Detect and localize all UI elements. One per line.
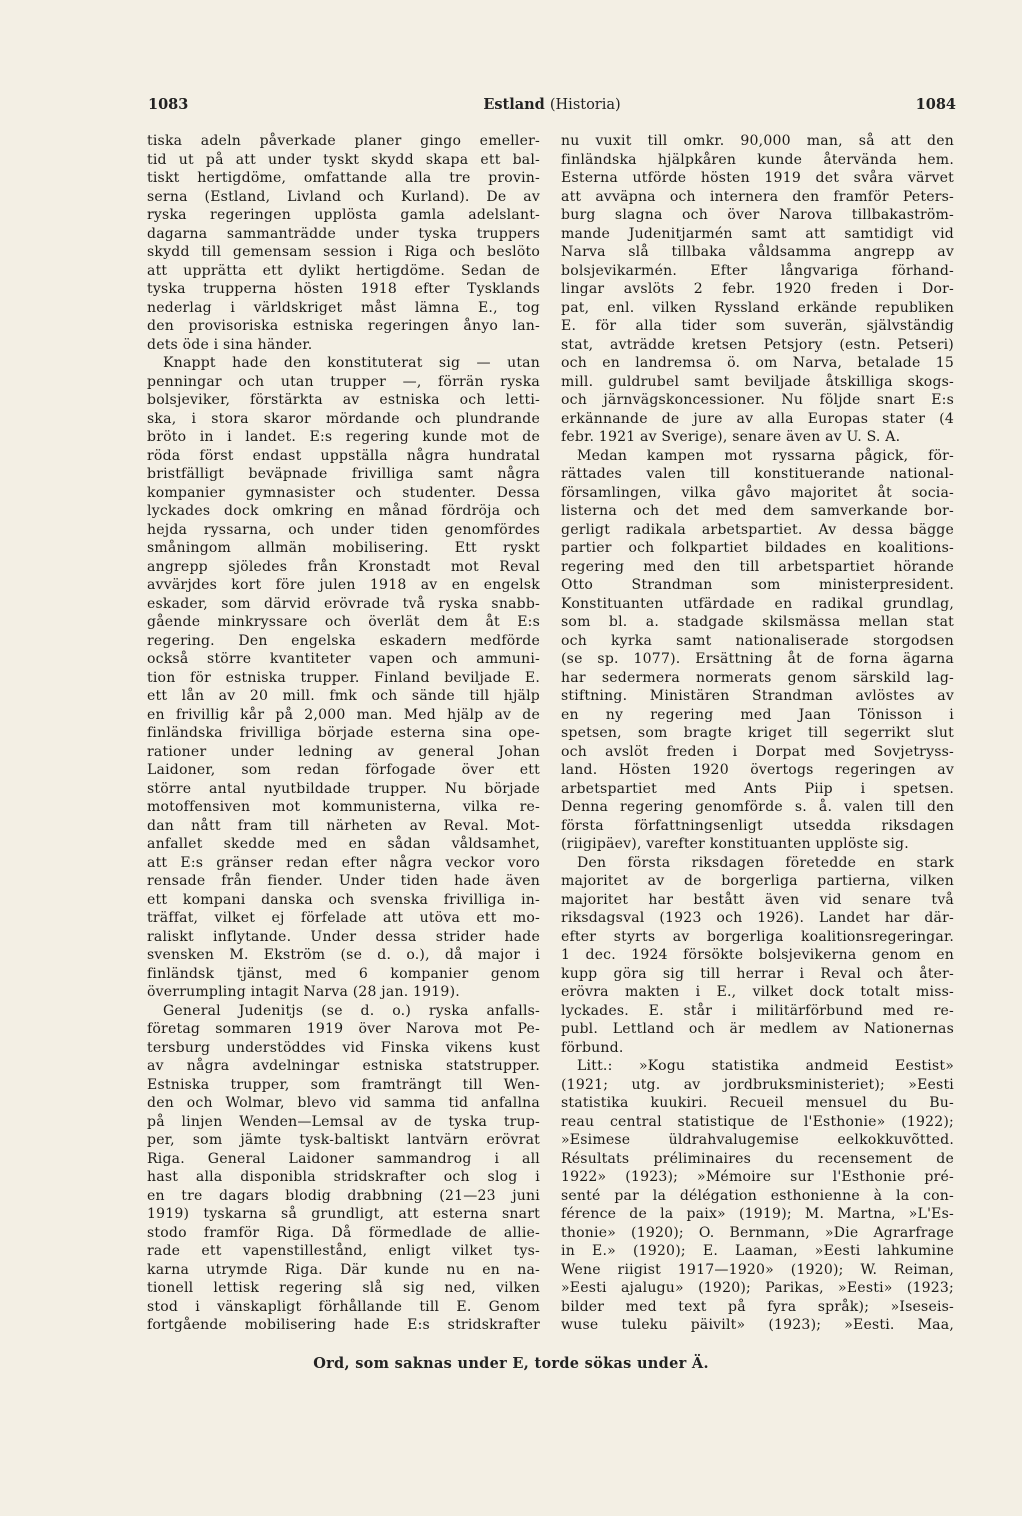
text-line: Medan kampen mot ryssarna pågick, för-	[577, 447, 954, 464]
text-line: svensken M. Ekström (se d. o.), då major i	[147, 947, 540, 963]
text-line: partier och folkpartiet bildades en koalitions-	[561, 540, 954, 556]
text-line: finländska hjälpkåren kunde återvända hem.	[561, 151, 954, 168]
text-line: regering. Den engelska eskadern medförde	[147, 632, 540, 649]
text-line: en ny regering med Jaan Tönisson i	[561, 706, 954, 723]
text-line: den provisoriska estniska regeringen ånyo lan-	[147, 318, 540, 334]
text-line: på linjen Wenden—Lemsal av de tyska trup-	[147, 1113, 540, 1130]
text-line: röda först endast uppställa några hundratal	[147, 447, 540, 464]
text-line: land. Hösten 1920 övertogs regeringen av	[561, 762, 954, 778]
text-line: lyckades dock omkring en månad fördröja och	[147, 503, 540, 519]
text-line: tion för estniska trupper. Finland beviljade E.	[147, 669, 540, 686]
text-line: ett kompani danska och svenska frivilliga in-	[147, 891, 540, 908]
text-line: den och Wolmar, blevo vid samma tid anfallna	[147, 1095, 540, 1111]
text-line: och järnvägskoncessioner. Nu följde snart E:s	[561, 392, 954, 408]
text-line: hast alla disponibla stridskrafter och slog i	[147, 1169, 540, 1185]
text-line: »Esimese üldrahvalugemise eelkokkuvõtted.	[561, 1132, 954, 1148]
text-line: och en landremsa ö. om Narva, betalade 15	[561, 355, 954, 371]
text-line: listerna och det med dem samverkande bor-	[561, 503, 954, 519]
text-line: majoritet har bestått även vid senare två	[561, 891, 954, 908]
text-line: rensade från fiender. Under tiden hade även	[147, 873, 540, 889]
text-line: anfallet skedde med en sådan våldsamhet,	[147, 836, 540, 852]
text-line: stod i vänskapligt förhållande till E. Genom	[147, 1298, 540, 1315]
text-line: överrumpling intagit Narva (28 jan. 1919).	[147, 984, 460, 1000]
text-line: en frivillig kår på 2,000 man. Med hjälp av de	[147, 706, 540, 723]
text-line: som bl. a. stadgade skilsmässa mellan stat	[561, 614, 954, 630]
page-number-left: 1083	[148, 96, 189, 113]
text-line: förbund.	[561, 1039, 624, 1056]
text-line: gående minkryssare och överlät dem åt E:s	[147, 614, 540, 630]
text-line: nederlag i världskriget måst lämna E., tog	[147, 299, 540, 316]
text-column-left	[147, 132, 540, 1335]
text-line: har sedermera normerats genom särskild lag-	[561, 669, 954, 686]
text-line: avvärjdes kort före julen 1918 av en engelsk	[147, 577, 540, 593]
text-line: rättades valen till konstituerande national-	[561, 466, 954, 482]
text-line: tiska adeln påverkade planer gingo emeller-	[147, 133, 540, 149]
text-line: gerligt radikala arbetspartiet. Av dessa bägge	[561, 521, 954, 538]
text-line: Den första riksdagen företedde en stark	[577, 854, 954, 871]
text-line: burg slagna och över Narova tillbakaström-	[561, 207, 954, 223]
text-line: också större kvantiteter vapen och ammuni-	[147, 651, 540, 667]
text-line: småningom allmän mobilisering. Ett ryskt	[147, 540, 540, 556]
text-line: tionell lettisk regering slå sig ned, vilken	[147, 1280, 540, 1296]
text-line: lingar avslöts 2 febr. 1920 freden i Dor-	[561, 281, 954, 297]
text-line: kompanier gymnasister och studenter. Dessa	[147, 484, 540, 501]
text-line: träffat, vilket ej förfelade att utöva ett mo-	[147, 910, 540, 926]
text-line: spetsen, som bragte kriget till segerrikt slut	[561, 725, 954, 741]
text-line: Estniska trupper, som framträngt till Wen-	[147, 1076, 540, 1093]
text-line: fortgående mobilisering hade E:s stridskrafter	[147, 1317, 540, 1333]
text-line: ryska regeringen upplösta gamla adelslant-	[147, 207, 540, 223]
text-line: tiskt hertigdöme, omfattande alla tre provin-	[147, 170, 540, 186]
text-line: serna (Estland, Livland och Kurland). De av	[147, 188, 540, 205]
text-line: rationer under ledning av general Johan	[147, 743, 540, 760]
text-line: stiftning. Ministären Strandman avlöstes av	[561, 688, 954, 704]
text-line: (1921; utg. av jordbruksministeriet); »Eesti	[561, 1076, 954, 1093]
text-line: av några avdelningar estniska statstrupper.	[147, 1058, 540, 1074]
text-line: férence de la paix» (1919); M. Martna, »L'Es-	[561, 1206, 954, 1222]
text-line: 1922» (1923); »Mémoire sur l'Esthonie pré-	[561, 1169, 954, 1185]
text-line: Konstituanten utfärdade en radikal grundlag,	[561, 595, 954, 612]
text-line: mill. guldrubel samt beviljade åtskilliga skogs-	[561, 373, 954, 390]
text-line: E. för alla tider som suverän, självständig	[561, 318, 954, 334]
text-line: pat, enl. vilken Ryssland erkände republiken	[561, 299, 954, 316]
text-line: bröto in i landet. E:s regering kunde mot de	[147, 429, 540, 445]
text-line: statistika kuukiri. Recueil mensuel du Bu-	[561, 1095, 954, 1111]
text-line: efter styrts av borgerliga koalitionsregeringar.	[561, 928, 954, 945]
text-line: tyska trupperna hösten 1918 efter Tysklands	[147, 281, 540, 297]
text-line: »Eesti ajalugu» (1920); Parikas, »Eesti» (1923;	[561, 1280, 954, 1296]
text-line: riksdagsval (1923 och 1926). Landet har där-	[561, 910, 954, 926]
text-line: per, som jämte tysk-baltiskt lantvärn erövrat	[147, 1132, 540, 1148]
text-line: Otto Strandman som ministerpresident.	[561, 577, 954, 593]
text-line: Résultats préliminaires du recensement de	[561, 1150, 954, 1167]
text-line: Litt.: »Kogu statistika andmeid Eestist»	[577, 1058, 954, 1074]
text-line: arbetspartiet med Ants Piip i spetsen.	[561, 780, 954, 797]
text-line: wuse tuleku päivilt» (1923); »Eesti. Maa,	[561, 1317, 954, 1333]
text-line: ska, i stora skaror mördande och plundrande	[147, 410, 540, 427]
text-line: (riigipäev), varefter konstituanten upplöste sig.	[561, 836, 909, 852]
text-line: Esterna utförde hösten 1919 det svåra värvet	[561, 170, 954, 186]
text-line: bolsjeviker, förstärkta av estniska och letti-	[147, 392, 540, 408]
text-line: kupp göra sig till herrar i Reval och åter-	[561, 965, 954, 982]
text-line: motoffensiven mot kommunisterna, vilka re-	[147, 799, 540, 815]
text-line: thonie» (1920); O. Bernmann, »Die Agrarfrage	[561, 1224, 954, 1241]
text-line: Laidoner, som redan förfogade över ett	[147, 762, 540, 778]
text-line: första författningsenligt utsedda riksdagen	[561, 817, 954, 834]
text-line: bolsjevikarmén. Efter långvariga förhand-	[561, 262, 954, 279]
text-line: skydd till gemensam session i Riga och beslöto	[147, 244, 540, 260]
text-line: Riga. General Laidoner sammandrog i all	[147, 1150, 540, 1167]
text-line: större antal nyutbildade trupper. Nu började	[147, 780, 540, 797]
text-line: 1 dec. 1924 försökte bolsjevikerna genom en	[561, 947, 954, 963]
page-header	[148, 96, 956, 118]
text-line: majoritet av de borgerliga partierna, vilken	[561, 873, 954, 889]
text-line: Wene riigist 1917—1920» (1920); W. Reiman,	[561, 1261, 954, 1278]
text-line: angrepp sjöledes från Kronstadt mot Reval	[147, 558, 540, 575]
text-line: och avslöt freden i Dorpat med Sovjetryss-	[561, 743, 954, 760]
text-line: hejda ryssarna, och under tiden genomfördes	[147, 521, 540, 538]
text-line: Denna regering genomförde s. å. valen till den	[561, 799, 954, 815]
text-line: bristfälligt beväpnade frivilliga samt några	[147, 466, 540, 482]
text-column-right	[561, 132, 954, 1335]
text-line: mande Judenitjarmén samt att samtidigt vid	[561, 225, 954, 242]
running-title-main: Estland	[483, 96, 545, 113]
text-line: Knappt hade den konstituterat sig — utan	[163, 355, 540, 371]
text-line: att upprätta ett dylikt hertigdöme. Sedan de	[147, 262, 540, 279]
text-line: stodo framför Riga. Då förmedlade de allie-	[147, 1224, 540, 1241]
text-line: en tre dagars blodig drabbning (21—23 juni	[147, 1187, 540, 1204]
text-line: publ. Lettland och är medlem av Nationernas	[561, 1021, 954, 1037]
text-line: senté par la délégation esthonienne à la con-	[561, 1187, 954, 1204]
text-line: stat, avträdde kretsen Petsjory (estn. Petseri)	[561, 336, 954, 353]
text-line: reau central statistique de l'Esthonie» (1922);	[561, 1113, 954, 1130]
text-line: finländsk tjänst, med 6 kompanier genom	[147, 965, 540, 982]
text-line: febr. 1921 av Sverige), senare även av U. S. A.	[561, 429, 901, 445]
text-line: finländska frivilliga började esterna sina ope-	[147, 725, 540, 741]
text-line: 1919) tyskarna så grundligt, att esterna snart	[147, 1206, 540, 1222]
text-line: att avväpna och internera den framför Peters-	[561, 188, 954, 205]
text-line: eskader, som därvid erövrade två ryska snabb-	[147, 595, 540, 612]
text-line: ett lån av 20 mill. fmk och sände till hjälp	[147, 688, 540, 704]
text-line: General Judenitjs (se d. o.) ryska anfalls-	[163, 1002, 540, 1019]
text-line: dan nått fram till närheten av Reval. Mot-	[147, 817, 540, 834]
page-number-right: 1084	[915, 96, 956, 113]
text-line: att E:s gränser redan efter några veckor voro	[147, 854, 540, 871]
text-line: lyckades. E. står i militärförbund med re-	[561, 1002, 954, 1019]
text-line: raliskt inflytande. Under dessa strider hade	[147, 928, 540, 945]
text-line: dets öde i sina händer.	[147, 336, 313, 353]
text-line: dagarna sammanträdde under tyska truppers	[147, 225, 540, 242]
page-footer-note: Ord, som saknas under E, torde sökas under Ä.	[313, 1355, 709, 1372]
text-line: (se sp. 1077). Ersättning åt de forna ägarna	[561, 651, 954, 667]
text-line: företag sommaren 1919 över Narova mot Pe-	[147, 1021, 540, 1037]
text-line: församlingen, vilka gåvo majoritet åt socia-	[561, 484, 954, 501]
text-line: Narva slå tillbaka våldsamma angrepp av	[561, 244, 954, 260]
text-line: in E.» (1920); E. Laaman, »Eesti lahkumine	[561, 1243, 954, 1259]
text-line: penningar och utan trupper —, förrän ryska	[147, 373, 540, 390]
text-line: erkännande de jure av alla Europas stater (4	[561, 410, 954, 427]
text-line: bilder med text på fyra språk); »Iseseis-	[561, 1298, 954, 1315]
text-line: karna utrymde Riga. Där kunde nu en na-	[147, 1261, 540, 1278]
text-line: rade ett vapenstillestånd, enligt vilket tys-	[147, 1243, 540, 1259]
text-line: nu vuxit till omkr. 90,000 man, så att den	[561, 133, 954, 149]
text-line: tid ut på att under tyskt skydd skapa ett bal-	[147, 151, 540, 168]
text-line: erövra makten i E., vilket dock totalt miss-	[561, 984, 954, 1000]
text-line: regering med den till arbetspartiet hörande	[561, 558, 954, 575]
running-title-sub: (Historia)	[549, 97, 621, 113]
text-line: och kyrka samt nationaliserade storgodsen	[561, 632, 954, 649]
text-line: tersburg understöddes vid Finska vikens kust	[147, 1039, 540, 1056]
running-title	[148, 96, 956, 113]
